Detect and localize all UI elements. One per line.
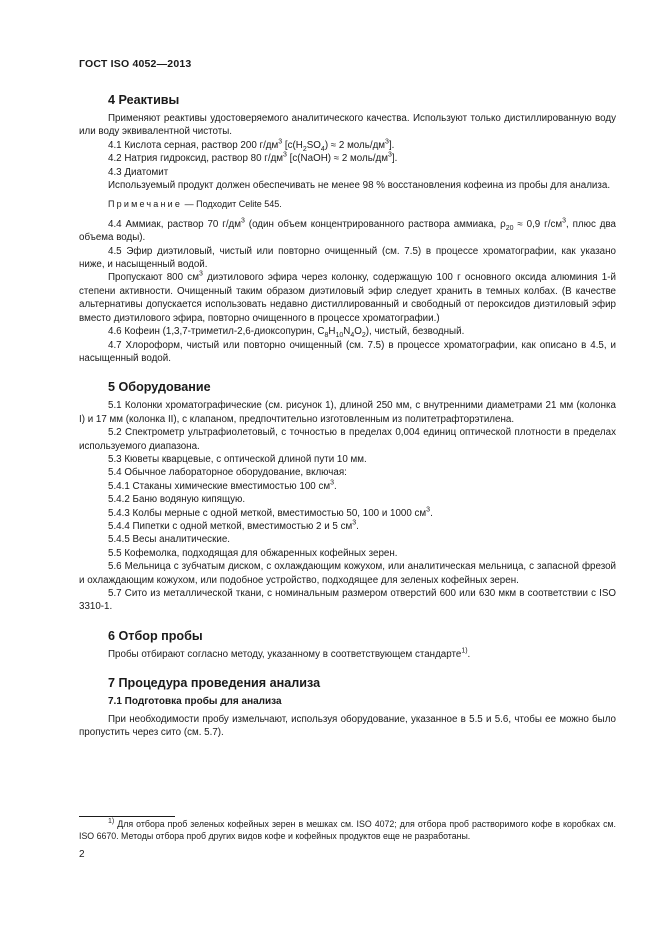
footnote-ref: 1) (461, 647, 468, 655)
item-5-4-1: 5.4.1 Стаканы химические вместимостью 100 $см^3$. (108, 479, 337, 492)
item-5-4-5: 5.4.5 Весы аналитические. (108, 534, 230, 546)
item-4-2: 4.2 Натрия гидроксид, раствор 80 $г/дм^3$ [c(NaOH) ≈ 2 моль/$дм^3$]. (108, 151, 398, 165)
item-5-6: 5.6 Мельница с зубчатым диском, с охлаждающим кожухом, или аналитическая мельница, с запасной фрезой и охлаждающим кожухом, или подобное устройство, подходящее для зеленых кофейных зерен. (79, 561, 616, 586)
item-4-4: 4.4 Аммиак, раствор 70 $г/дм^3$ (один объем концентрированного раствора аммиака, $\rho_{20} \approx 0,9$ $г/см^3$, плюс два объема воды). (79, 217, 616, 244)
sec4-intro: Применяют реактивы удостоверяемого аналитического качества. Используют только дистиллированную воду или воду эквивалентной чистоты. (79, 113, 616, 138)
item-4-7: 4.7 Хлороформ, чистый или повторно очищенный (см. 7.5) в процессе хроматографии, как описано в 4.5, и насыщенный водой. (79, 339, 616, 364)
item-4-3-text: Используемый продукт должен обеспечивать не менее 98 % восстановления кофеина из пробы для анализа. (108, 180, 611, 192)
item-4-1: 4.1 Кислота серная, раствор 200 $г/дм^3$ [$c(H_2SO_4) \approx 2$ моль/$дм^3$]. (108, 138, 395, 153)
item-5-2: 5.2 Спектрометр ультрафиолетовый, с точностью в пределах 0,004 единиц оптической плотности в пределах используемого диапазона. (79, 427, 616, 452)
section-6-heading: 6 Отбор пробы (108, 628, 203, 643)
running-header: ГОСТ ISO 4052—2013 (79, 58, 192, 70)
note (79, 198, 616, 211)
footnote-text: Для отбора проб зеленых кофейных зерен в мешках см. ISO 4072; для отбора проб растворимого кофе в коробках см. ISO 6670. Методы отбора проб других видов кофе и кофейных продуктов еще не разработаны. (79, 819, 616, 841)
item-4-5-text: Пропускают 800 $см^3$ диэтилового эфира через колонку, содержащую 100 г основного оксида алюминия 1-й степени активности. Очищенный таким образом диэтиловый эфир следует хранить в темных колбах. (В качестве альтернативы допускается использовать недавно дистиллированный и свободный от пероксидов диэтиловый эфир вместо диэтилового эфира, повторно очищенного в процессе хроматографии.) (79, 271, 616, 324)
item-5-7: 5.7 Сито из металлической ткани, с номинальным размером отверстий 600 или 630 мкм в соответствии с ISO 3310-1. (79, 588, 616, 613)
item-5-1: 5.1 Колонки хроматографические (см. рисунок 1), длиной 250 мм, с внутренними диаметрами 21 мм (колонка I) и 17 мм (колонка II), с клапаном, предпочтительно изготовленным из политетрафторэтилена. (79, 400, 616, 425)
section-5-heading: 5 Оборудование (108, 380, 211, 395)
sec6-text: Пробы отбирают согласно методу, указанному в соответствующем стандарте$^{1)}$. (108, 647, 471, 660)
sec7-1-text: При необходимости пробу измельчают, используя оборудование, указанное в 5.5 и 5.6, чтобы ее можно было пропустить через сито (см. 5.7). (79, 713, 616, 739)
item-5-4-2: 5.4.2 Баню водяную кипящую. (108, 494, 246, 506)
footnote (79, 818, 616, 842)
note-text: — Подходит Celite 545. (182, 199, 282, 210)
item-4-5: 4.5 Эфир диэтиловый, чистый или повторно очищенный (см. 7.5) в процессе хроматографии, как указано ниже, и насыщенный водой. (79, 245, 616, 271)
item-5-3: 5.3 Кюветы кварцевые, с оптической длиной пути 10 мм. (108, 453, 367, 465)
subsection-7-1-heading: 7.1 Подготовка пробы для анализа (108, 696, 282, 708)
item-5-4-3: 5.4.3 Колбы мерные с одной меткой, вместимостью 50, 100 и 1000 $см^3$. (108, 506, 433, 519)
item-4-3: 4.3 Диатомит (108, 166, 169, 178)
note-label: Примечание (108, 199, 183, 210)
item-5-4-4: 5.4.4 Пипетки с одной меткой, вместимостью 2 и 5 $см^3$. (108, 519, 359, 532)
section-7-heading: 7 Процедура проведения анализа (108, 676, 321, 691)
item-5-5: 5.5 Кофемолка, подходящая для обжаренных кофейных зерен. (108, 547, 398, 559)
footnote-divider (79, 816, 175, 817)
footnote-mark: 1) (108, 818, 115, 826)
page-number: 2 (79, 849, 85, 860)
section-4-heading: 4 Реактивы (108, 93, 180, 107)
item-5-4: 5.4 Обычное лабораторное оборудование, включая: (108, 467, 347, 479)
document-body (79, 92, 616, 739)
item-4-6: 4.6 Кофеин (1,3,7-триметил-2,6-диоксопурин, $C_8H_{10}N_4O_2$), чистый, безводный. (108, 326, 465, 340)
